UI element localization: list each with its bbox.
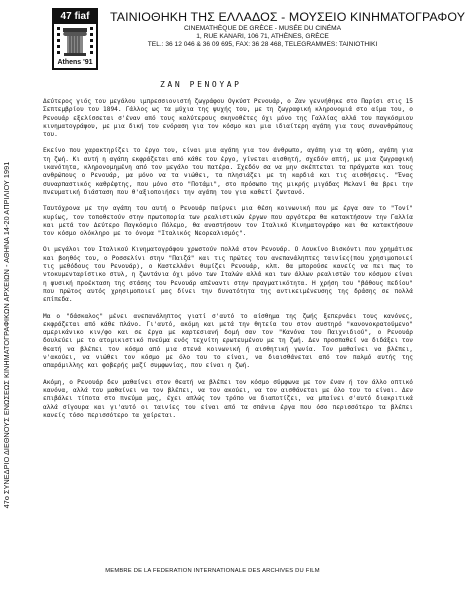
paragraph: Οι μεγάλοι του Ιταλικού Κινηματογράφου χρωστούν πολλά στον Ρενουάρ. Ο Λουκίνο Βισκόντι που χρημάτισε και βοηθός του, ο Ροσσελίνι στην "Παιζά" και τις πρώτες του ανεπανάληπτες ταινίες(που χρησιμοποιεί τις μεθόδους του Ρενουάρ), ο Καστελλάνι θυμίζει Ρενουάρ, κλπ. Θα μπορούσε κανείς να πει πως το ντοκυμενταρίστικο στυλ, η ζωντάνια όχι μόνο των Ιταλών αλλά και των άλλων ρεαλιστών του κόσμου είναι η φυσική προέκταση της στάσης του Ρενουάρ απέναντι στην πραγματικότητα. Η χρήση του "βάθους πεδίου" που πρώτος αυτός χρησιμοποιεί μας δίνει την δυνατότητα της αντικειμένευσης της δράσης σε πολλά επίπεδα. (43, 246, 413, 304)
side-congress-text: 47ο ΣΥΝΕΔΡΙΟ ΔΙΕΘΝΟΥΣ ΕΝΩΣΕΩΣ ΚΙΝΗΜΑΤΟΓΡΑΦΙΚΩΝ ΑΡΧΕΙΩΝ - ΑΘΗΝΑ 14-20 ΑΠΡΙΛΙΟΥ 1991 (2, 161, 11, 509)
letterhead (110, 10, 465, 50)
letterhead-contacts: TEL.: 36 12 046 & 36 09 695, FAX: 36 28 468, TELEGRAMMES: TAINIOTHIKI (147, 41, 378, 49)
fiaf-logo (52, 8, 98, 70)
letterhead-address: 1, RUE KANARI, 106 71, ATHÈNES, GRÈCE (196, 33, 329, 41)
logo-top-text: 47 fiaf (54, 10, 96, 24)
paragraph: Δεύτερος γιός του μεγάλου ιμπρεσσιονιστή ζωγράφου Ογκύστ Ρενουάρ, ο Ζαν γεννήθηκε στο Παρίσι στις 15 Σεπτεμβρίου του 1894. Γάλλος ως τα μύχια της ψυχής του, με τη ζωγραφική κληρονομιά στο αίμα του, ο Ρενουάρ εξελίσσεται σ'έναν από τους καλύτερους σκηνοθέτες όχι μόνο της Γαλλίας αλλά του παγκόσμιου κινηματογράφου, με μια δική του ενόραση για τον κόσμο και μια ιδιαίτερη αγάπη για τους συνανθρώπους του. (43, 98, 413, 139)
paragraph: Ταυτόχρονα με την αγάπη του αυτή ο Ρενουάρ παίρνει μια θέση κοινωνική που με έργα σαν το "Τονί" κυρίως, τον τοποθετούν στην πρωτοπορία των ρεαλιστικών έργων που αργότερα θα κατακτήσουν την Γαλλία και μετά τον Δεύτερο Παγκόσμιο Πόλεμο, θα αναστήσουν τον Ιταλικό Κινηματογράφο και θα κατακτήσουν τον κόσμο ολόκληρο με το όνομα "Ιταλικός Νεορεαλισμός". (43, 205, 413, 238)
document-body (43, 98, 413, 428)
paragraph: Μα ο "δάσκαλος" μένει ανεπανάληπτος γιατί σ'αυτό το αίσθημα της ζωής ξεπερνάει τους κανόνες, εκφράζεται από κάθε πλάνο. Γι'αυτό, ακόμη και μετά την θητεία του στον αυστηρό "κανονοκρατούμενο" αμερικάνικο κιν/φο και σε έργα με καρτεσιανή δομή σαν τον "Κανόνα του Παιχνιδιού", ο Ρενουάρ δουλεύει με το ατομικιστικό πνεύμα ενός τεχνίτη ερωτευμένου με τη ζωή. Δεν προσπαθεί να διδάξει τον θεατή να βλέπει τον κόσμο από μια στενά κοινωνική ή αισθητική γωνία. Τον μαθαίνει να βλέπει, ν'ακούει, να νιώθει τον κόσμο με όλο του το είναι, να διαισθάνεται από τον παλμό αυτής της απαράμιλλης και φοβερής μαζί συμφωνίας, που είναι η ζωή. (43, 312, 413, 370)
paragraph: Ακόμη, ο Ρενουάρ δεν μαθαίνει στον θεατή να βλέπει τον κόσμο σύμφωνα με τον έναν ή τον άλλο οπτικό κανόνα, αλλά του μαθαίνει να τον βλέπει, να τον ακούει, να τον αισθάνεται με όλο του το είναι. Δεν επιβάλει τίποτα στο πνεύμα μας, έχει απλώς τον τρόπο να διαποτίζει, να μπαίνει σ'αυτό διακριτικά αλλά σίγουρα και γι'αυτό οι ταινίες του είναι από τα σπάνια έργα που όσο περισσότερο τα βλέπει κανείς τόσο περισσότερο τα χαίρεται. (43, 378, 413, 419)
ancient-column-logo-graphic (56, 25, 94, 58)
footer-text: MEMBRE DE LA FEDERATION INTERNATIONALE DES ARCHIVES DU FILM (105, 568, 320, 574)
logo-bottom-text: Athens '91 (57, 59, 93, 66)
document-heading: ΖΑΝ ΡΕΝΟΥΑΡ (160, 80, 242, 89)
paragraph: Εκείνο που χαρακτηρίζει το έργο του, είναι μια αγάπη για τον άνθρωπο, αγάπη για τη φύση, αγάπη για τη ζωή. Κι αυτή η αγάπη εκφράζεται από κάθε του έργο, γίνεται αισθητή, σχεδόν απτή, με μια ζωγραφική ικανότητα, κληρονομημένη από τον μεγάλο του πατέρα. Σχεδόν σα να μην σκέπτεται τα πράγματα και τους ανθρώπους ο Ρενουάρ, μα μόνο να τα νιώθει, τα πλησιάζει με τη καρδιά και τις αισθήσεις. "Ένας συναρπαστικός καθρέφτης, που μόνο στο "Ποτάμι", στο πρόσωπο της μικρής μιγάδας Μελανί θα βρει την πνευματική διάσταση που θ'αξιοποιήσει την αγάπη του για καθετί ζωντανό. (43, 147, 413, 196)
letterhead-title: ΤΑΙΝΙΟΘΗΚΗ ΤΗΣ ΕΛΛΑΔΟΣ - ΜΟΥΣΕΙΟ ΚΙΝΗΜΑΤΟΓΡΑΦΟΥ (110, 10, 465, 24)
letterhead-subtitle: CINEMATHÈQUE DE GRÈCE - MUSÉE DU CINÉMA (183, 25, 342, 32)
